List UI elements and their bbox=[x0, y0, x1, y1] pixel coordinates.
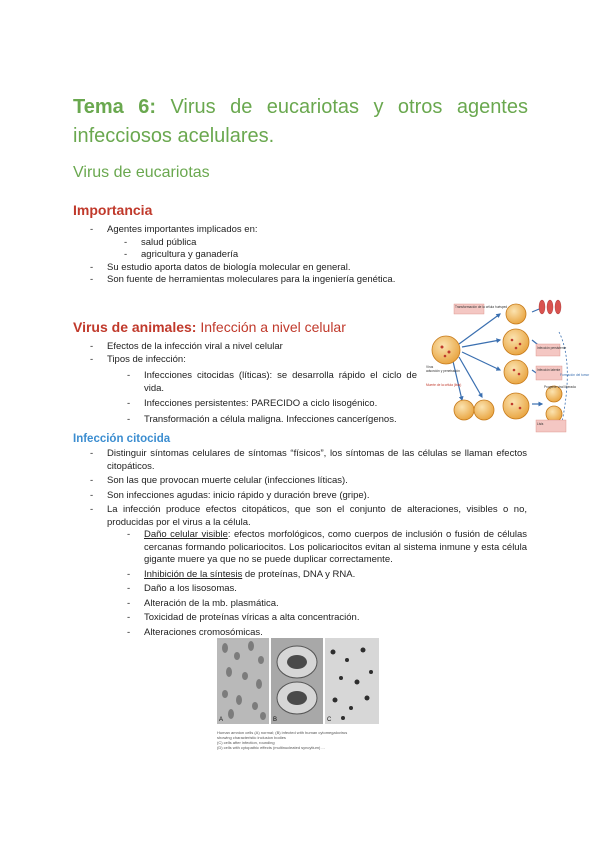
animales-heading-bold: Virus de animales: bbox=[73, 319, 197, 335]
caption-line: (C) cells after infection, rounding bbox=[217, 740, 275, 745]
title-rest: Virus de eucariotas y otros agentes infecciosos acelulares. bbox=[73, 96, 528, 147]
animales-heading-rest: Infección a nivel celular bbox=[200, 319, 346, 335]
lysed-cell-2 bbox=[474, 400, 494, 420]
inhibicion-label: Inhibición de la síntesis bbox=[144, 568, 243, 580]
list-item: - Infecciones citocidas (líticas): se desarrolla rápido el ciclo de vida. bbox=[127, 370, 417, 394]
diagram-label: Transformación de la célula huésped bbox=[455, 305, 508, 309]
list-item: - Alteraciones cromosómicas. bbox=[127, 626, 263, 638]
caption-line: Human amnion cells (A) normal; (B) infected with human cytomegalovirus bbox=[217, 730, 348, 735]
photo-label-c: C bbox=[327, 717, 332, 723]
list-item: - Infecciones persistentes: PARECIDO a ciclo lisogénico. bbox=[127, 398, 378, 409]
transformed-spindle-3 bbox=[555, 300, 561, 314]
section-heading: Virus de eucariotas bbox=[73, 164, 210, 181]
persistent-cell bbox=[503, 329, 529, 355]
fused-cell bbox=[503, 393, 529, 419]
diagram-label: adsorción y penetración bbox=[426, 369, 460, 373]
dano-label: Daño celular visible bbox=[144, 529, 228, 540]
photo-label-a: A bbox=[219, 717, 224, 723]
lysed-cell-1 bbox=[454, 400, 474, 420]
latent-cell bbox=[504, 360, 528, 384]
citocida-sublist bbox=[127, 529, 527, 639]
importancia-heading: Importancia bbox=[73, 202, 153, 218]
list-item: - Transformación a célula maligna. Infecciones cancerígenos. bbox=[127, 413, 397, 425]
infection-diagram bbox=[424, 302, 590, 447]
diagram-label: Progenie viral liberada bbox=[544, 385, 576, 389]
citocida-list bbox=[90, 448, 527, 529]
list-item: - salud pública bbox=[124, 236, 197, 248]
page-title bbox=[73, 93, 528, 151]
animales-heading bbox=[73, 319, 346, 335]
list-item: - Distinguir síntomas celulares de síntomas “físicos”, los síntomas de las células se llaman efectos citopáticos. bbox=[90, 448, 527, 472]
list-item: - Daño a los lisosomas. bbox=[127, 583, 237, 594]
diagram-label: Virus bbox=[426, 365, 434, 369]
title-bold: Tema 6: bbox=[73, 96, 156, 118]
list-item: - Agentes importantes implicados en: bbox=[90, 224, 258, 235]
infected-cell bbox=[432, 336, 460, 364]
diagram-label: Infección latente bbox=[537, 368, 561, 372]
caption-line: (D) cells with cytopathic effects (multinucleated syncytium) ... bbox=[217, 745, 325, 750]
transformed-spindle-2 bbox=[547, 300, 553, 314]
diagram-label: Muerte de la célula (lisis) bbox=[426, 383, 462, 387]
list-item: - Alteración de la mb. plasmática. bbox=[127, 597, 279, 609]
micrograph-panel bbox=[217, 638, 379, 724]
photo-label-b: B bbox=[273, 717, 278, 723]
list-item: - Son las que provocan muerte celular (infecciones líticas). bbox=[90, 475, 348, 486]
tumor-cell bbox=[546, 406, 562, 422]
animales-list bbox=[90, 341, 417, 426]
list-item: - Son infecciones agudas: inicio rápido y duración breve (gripe). bbox=[90, 489, 370, 501]
transformed-cell bbox=[506, 304, 526, 324]
list-item: - Daño celular visible: efectos morfológicos, como cuerpos de inclusión o fusión de células cercanas formando policariocitos. Los policariocitos evitan al sistema inmune y esta célula gigante muere ya que no se puede duplicar correctamente. bbox=[127, 529, 527, 565]
diagram-label: Infección persistente bbox=[537, 346, 567, 350]
citocida-heading: Infección citocida bbox=[73, 433, 171, 445]
diagram-label: Lisis bbox=[537, 422, 544, 426]
list-item: - Son fuente de herramientas moleculares para la ingeniería genética. bbox=[90, 274, 396, 285]
list-item: - La infección produce efectos citopáticos, que son el conjunto de alteraciones, visibles o no, producidas por el virus a la célula. bbox=[90, 504, 527, 528]
list-item: - Su estudio aporta datos de biología molecular en general. bbox=[90, 261, 351, 273]
importancia-list bbox=[90, 224, 467, 287]
list-item: - Efectos de la infección viral a nivel celular bbox=[90, 341, 283, 352]
photo-caption bbox=[217, 730, 387, 750]
list-item: - Inhibición de la síntesis de proteínas, DNA y RNA. bbox=[127, 568, 356, 580]
list-item: - Tipos de infección: bbox=[90, 353, 186, 365]
list-item: - agricultura y ganadería bbox=[124, 249, 239, 260]
list-item: - Toxicidad de proteínas víricas a alta concentración. bbox=[127, 612, 360, 623]
diagram-label: Formación del tumor bbox=[560, 373, 590, 377]
caption-line: showing characteristic inclusion bodies bbox=[217, 735, 286, 740]
transformed-spindle-1 bbox=[539, 300, 545, 314]
